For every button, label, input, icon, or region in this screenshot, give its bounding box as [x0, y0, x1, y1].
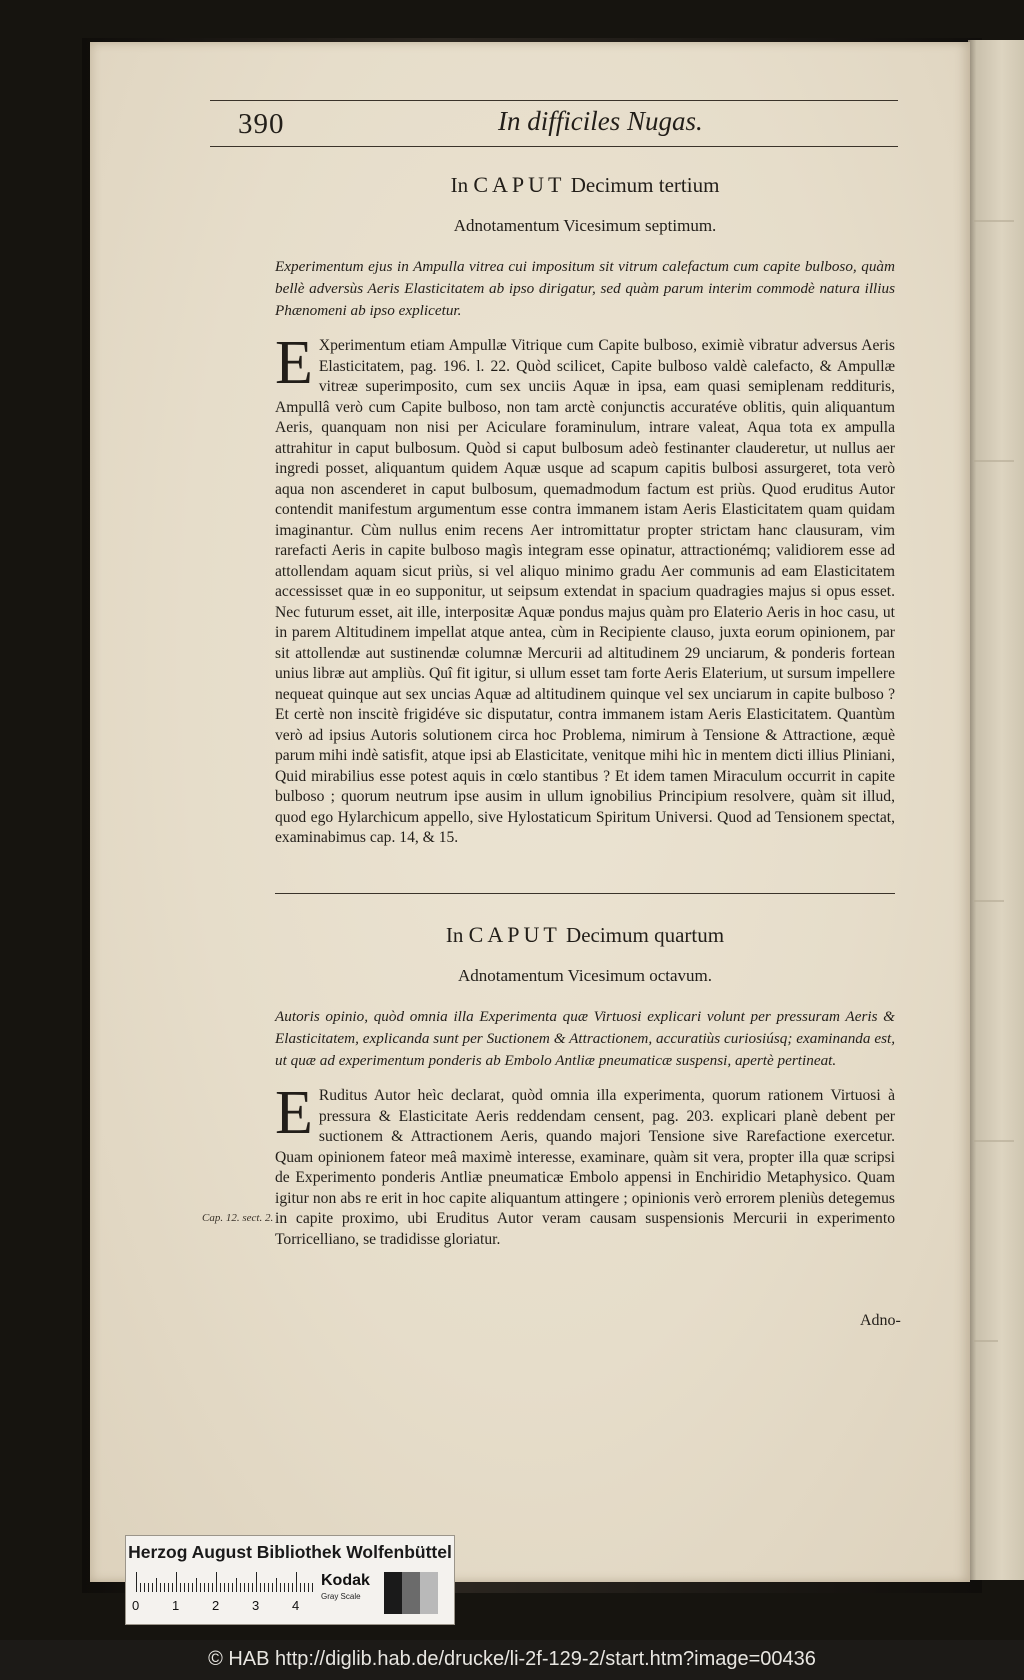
ruler-tick	[228, 1583, 229, 1592]
ruler-scale	[136, 1570, 316, 1592]
drop-cap: E	[275, 1079, 313, 1147]
ruler-tick	[280, 1583, 281, 1592]
ruler-tick	[164, 1583, 165, 1592]
ruler-number: 1	[172, 1598, 180, 1613]
heading-caps: CAPUT	[473, 172, 566, 197]
ruler-number: 4	[292, 1598, 300, 1613]
margin-note: Cap. 12. sect. 2.	[202, 1212, 274, 1224]
book-page	[90, 42, 970, 1582]
heading-caps: CAPUT	[468, 922, 561, 947]
ruler-tick	[288, 1583, 289, 1592]
section-body	[275, 1079, 895, 1250]
page-number: 390	[238, 108, 285, 140]
body-paragraph: Xperimentum etiam Ampullæ Vitrique cum Capite bulboso, eximiè vibratur adversus Aeris Elasticitatem, pag. 196. l. 22. Quòd scilicet, Capite bulboso valdè calefacto, & Ampullæ vitreæ superimposito, cum sex unciis Aquæ in ipsa, eam quasi semiplenam reddituris, Ampullâ verò cum Capite bulboso, non tam arctè conjunctis accuratéve oblitis, quin aliquantum Aeris, quanquam non nisi per Aciculare foraminulum, intrare valeat, Aqua tota ex ampulla attrahitur in caput bulbosum. Quòd si caput bulbosum adeò festinanter clauderetur, ut nullus aer ingredi posset, aliquantum quidem Aquæ usque ad scapum capitis bulbosi assurgeret, tota verò aqua non ascenderet in caput bulbosum, quemadmodum factum est priùs. Quod eruditus Autor contendit manifestum argumentum esse contra immanem istam Aeris Elasticitatem quam quidam imaginantur. Cùm nullus enim recens Aer intromittatur propter strictam hanc clausuram, vim rarefacti Aeris in capite bulboso magìs integram esse opinatur, attractionémq; validiorem esse ad attollendam aquam sicut priùs, si vel aliquo minimo gradu Aer communis ad eam Elasticitatem accessisset quæ in eo supponitur, ut seipsum extendat in spacium quadragies majus si opus esset. Nec futurum esset, ait ille, interpositæ Aquæ pondus majus quàm pro Elaterio Aeris in hoc casu, ut in parem Altitudinem impellat atque antea, cùm in Recipiente clauso, juxta eorum opinionem, par sit attollendæ aut sustinendæ columnæ Mercurii ad altitudinem 29 unciarum, & ponderis fortean unius libræ aut ampliùs. Quî fit igitur, si ullum esset tam forte Aeris Elaterium, ut sursum impellere nequeat quinque aut sex uncias Aquæ ad altitudinem quinque vel sex unciarum in capite bulboso ? Et certè non inscitè frigidéve sic disputatur, contra immanem istam Aeris Elasticitatem. Quantùm verò ad ipsius Autoris solutionem circa hoc Problema, nimirum à Tensione & Attractione, æquè parum mihi indè satisfit, atque ipsi ab Elasticitate, venitque mihi hìc in mentem dicti illius Pliniani, Quid mirabilius esse potest aquis in cœlo stantibus ? Et idem tamen Miraculum occurrit in capite bulboso ; quorum neutrum ipse ausim in ullum ignobilius Principium resolvere, quàm sit illud, quod ego Hylarchicum appello, sive Hylostaticum Spiritum Universi. Quod ad Tensionem spectat, examinabimus cap. 14, & 15.	[275, 337, 895, 846]
swatch-light	[420, 1572, 438, 1614]
ruler-tick	[308, 1583, 309, 1592]
ruler-tick	[224, 1583, 225, 1592]
ruler-tick	[240, 1583, 241, 1592]
ruler-tick	[248, 1583, 249, 1592]
ruler-tick	[256, 1572, 257, 1592]
drop-cap: E	[275, 329, 313, 397]
section-argument: Autoris opinio, quòd omnia illa Experimenta quæ Virtuosi explicari volunt per pressuram Aeris & Elasticitatem, explicanda sunt per Suctionem & Attractionem, accuratiùs curiosiúsq; examinanda est, ut quæ ad experimentum ponderis ab Embolo Antliæ pneumaticæ suspensi, apertè pertineat.	[275, 1008, 895, 1069]
heading-prefix: In	[450, 173, 469, 197]
body-paragraph: Ruditus Autor heìc declarat, quòd omnia illa experimenta, quorum rationem Virtuosi à pressura & Elasticitate Aeris reddendam censent, pag. 203. explicari planè debent per suctionem & Attractionem Aeris, quando majori Tensione sive Rarefactione exercetur. Quam opinionem fateor meâ maximè interesse, examinare, quàm sit vera, propter illa quæ scripsi de Experimento ponderis Antliæ pneumaticæ Embolo appensi in Enchiridio Metaphysico. Quam igitur non abs re erit in hoc capite aliquantum attingere ; opinionis verò errorem pleniùs detegemus in capite proximo, ubi Eruditus Autor veram causam suspensionis Mercurii in experimento Torricelliano, se tradidisse gloriatur.	[275, 1087, 895, 1248]
ruler-number: 0	[132, 1598, 140, 1613]
ruler-tick	[180, 1583, 181, 1592]
copyright-footer: © HAB http://diglib.hab.de/drucke/li-2f-129-2/start.htm?image=00436	[0, 1640, 1024, 1680]
catchword: Adno-	[860, 1312, 901, 1329]
ruler-tick	[296, 1572, 297, 1592]
ruler-tick	[220, 1583, 221, 1592]
ruler-tick	[312, 1583, 313, 1592]
section-body	[275, 329, 895, 849]
ruler-tick	[260, 1583, 261, 1592]
ruler-tick	[148, 1583, 149, 1592]
kodak-logo: Kodak	[321, 1572, 370, 1589]
ruler-tick	[152, 1583, 153, 1592]
heading-prefix: In	[445, 923, 464, 947]
ruler-tick	[188, 1583, 189, 1592]
section-caput-13	[275, 172, 895, 849]
ruler-number: 3	[252, 1598, 260, 1613]
ruler-tick	[144, 1583, 145, 1592]
section-argument: Experimentum ejus in Ampulla vitrea cui impositum sit vitrum calefactum cum capite bulboso, quàm bellè adversùs Aeris Elasticitatem ab ipso dirigatur, sed quàm parum interim commodè natura illius Phænomeni ab ipso explicetur.	[275, 258, 895, 319]
ruler-tick	[212, 1583, 213, 1592]
ruler-tick	[136, 1572, 137, 1592]
ruler-tick	[272, 1583, 273, 1592]
library-name: Herzog August Bibliothek Wolfenbüttel	[128, 1542, 452, 1562]
section-subtitle: Adnotamentum Vicesimum septimum.	[453, 216, 717, 235]
ruler-tick	[284, 1583, 285, 1592]
ruler-tick	[232, 1583, 233, 1592]
ruler-number: 2	[212, 1598, 220, 1613]
swatch-gray	[402, 1572, 420, 1614]
section-heading	[275, 922, 895, 948]
ruler-tick	[168, 1583, 169, 1592]
ruler-tick	[304, 1583, 305, 1592]
ruler-tick	[264, 1583, 265, 1592]
ruler-tick	[184, 1583, 185, 1592]
heading-suffix: Decimum tertium	[570, 173, 720, 197]
ruler-tick	[292, 1583, 293, 1592]
ruler-tick	[160, 1583, 161, 1592]
ruler-tick	[208, 1583, 209, 1592]
ruler-tick	[236, 1578, 237, 1592]
gray-swatches	[384, 1572, 448, 1614]
ruler-tick	[156, 1578, 157, 1592]
header-rule-top	[210, 100, 898, 101]
ruler-tick	[140, 1583, 141, 1592]
swatch-black	[384, 1572, 402, 1614]
ruler-tick	[172, 1583, 173, 1592]
facing-page-edge	[968, 40, 1024, 1580]
ruler-tick	[268, 1583, 269, 1592]
ruler-tick	[176, 1572, 177, 1592]
section-subtitle: Adnotamentum Vicesimum octavum.	[457, 966, 713, 985]
ruler-tick	[276, 1578, 277, 1592]
running-title: In difficiles Nugas.	[498, 106, 703, 136]
ruler-tick	[300, 1583, 301, 1592]
ruler-tick	[192, 1583, 193, 1592]
ruler-tick	[216, 1572, 217, 1592]
header-rule-bottom	[210, 146, 898, 147]
heading-suffix: Decimum quartum	[566, 923, 725, 947]
ruler-tick	[196, 1578, 197, 1592]
section-heading	[275, 172, 895, 198]
ruler-tick	[204, 1583, 205, 1592]
section-caput-14	[275, 922, 895, 1250]
ruler-tick	[244, 1583, 245, 1592]
gray-scale-label: Gray Scale	[321, 1592, 361, 1601]
ruler-tick	[252, 1583, 253, 1592]
section-divider	[275, 893, 895, 894]
ruler-numbers	[132, 1598, 332, 1616]
library-color-card	[125, 1535, 455, 1625]
ruler-tick	[200, 1583, 201, 1592]
